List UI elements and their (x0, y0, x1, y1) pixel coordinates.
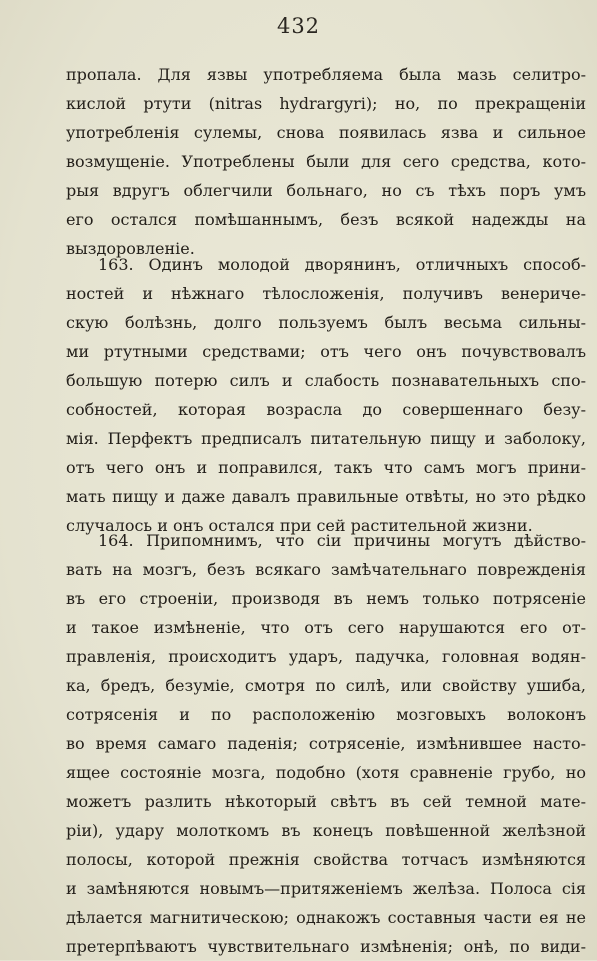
paragraph-164 (66, 526, 586, 961)
text-line: правленія, происходитъ ударъ, падучка, головная водян- (66, 647, 586, 666)
text-line: пропала. Для язвы употребляема была мазь селитро- (66, 65, 586, 84)
page-number: 432 (276, 14, 321, 38)
text-line: дѣлается магнитическою; однакожъ составныя части ея не (66, 908, 586, 927)
text-line: употребленія сулемы, снова появилась язва и сильное (66, 123, 586, 142)
text-line: вать на мозгъ, безъ всякаго замѣчательнаго поврежденія (66, 560, 586, 579)
text-line: случалось и онъ остался при сей растительной жизни. (66, 516, 533, 535)
text-line: большую потерю силъ и слабость познавательныхъ спо- (66, 371, 586, 390)
text-line: скую болѣзнь, долго пользуемъ былъ весьма сильны- (66, 313, 586, 332)
text-line: во время самаго паденія; сотрясеніе, измѣнившее насто- (66, 734, 586, 753)
text-line: ми ртутными средствами; отъ чего онъ почувствовалъ (66, 342, 586, 361)
text-line: рыя вдругъ облегчили больнаго, но съ тѣхъ поръ умъ (66, 181, 586, 200)
text-line: кислой ртути (nitras hydrargyri); но, по прекращеніи (66, 94, 586, 113)
text-line: возмущеніе. Употреблены были для сего средства, кото- (66, 152, 586, 171)
text-line: ностей и нѣжнаго тѣлосложенія, получивъ венериче- (66, 284, 586, 303)
text-line: его остался помѣшаннымъ, безъ всякой надежды на (66, 210, 586, 229)
text-line: мія. Перфектъ предписалъ питательную пищу и заболоку, (66, 429, 586, 448)
paragraph-continuation (66, 60, 586, 263)
text-line: отъ чего онъ и поправился, такъ что самъ могъ прини- (66, 458, 586, 477)
paragraph-163 (66, 250, 586, 540)
text-line: и такое измѣненіе, что отъ сего нарушаются его от- (66, 618, 586, 637)
text-line: можетъ разлить нѣкоторый свѣтъ въ сей темной мате- (66, 792, 586, 811)
text-line: 163. Одинъ молодой дворянинъ, отличныхъ способ- (98, 255, 586, 274)
text-line: въ его строеніи, производя въ немъ только потрясеніе (66, 589, 586, 608)
text-line: мать пищу и даже давалъ правильные отвѣты, но это рѣдко (66, 487, 586, 506)
text-line: и замѣняются новымъ—притяженіемъ желѣза. Полоса сія (66, 879, 586, 898)
text-line: ящее состояніе мозга, подобно (хотя сравненіе грубо, но (66, 763, 586, 782)
text-line: ріи), удару молоткомъ въ конецъ повѣшенной желѣзной (66, 821, 586, 840)
text-line: собностей, которая возрасла до совершеннаго безу- (66, 400, 586, 419)
text-line: ка, бредъ, безуміе, смотря по силѣ, или свойству ушиба, (66, 676, 586, 695)
text-line: претерпѣваютъ чувствительнаго измѣненія; онѣ, по види- (66, 937, 586, 956)
text-line: сотрясенія и по расположенію мозговыхъ волоконъ (66, 705, 586, 724)
text-line: 164. Припомнимъ, что сіи причины могутъ дѣйство- (98, 531, 586, 550)
text-line: выздоровленіе. (66, 239, 195, 258)
text-line: полосы, которой прежнія свойства тотчасъ измѣняются (66, 850, 586, 869)
